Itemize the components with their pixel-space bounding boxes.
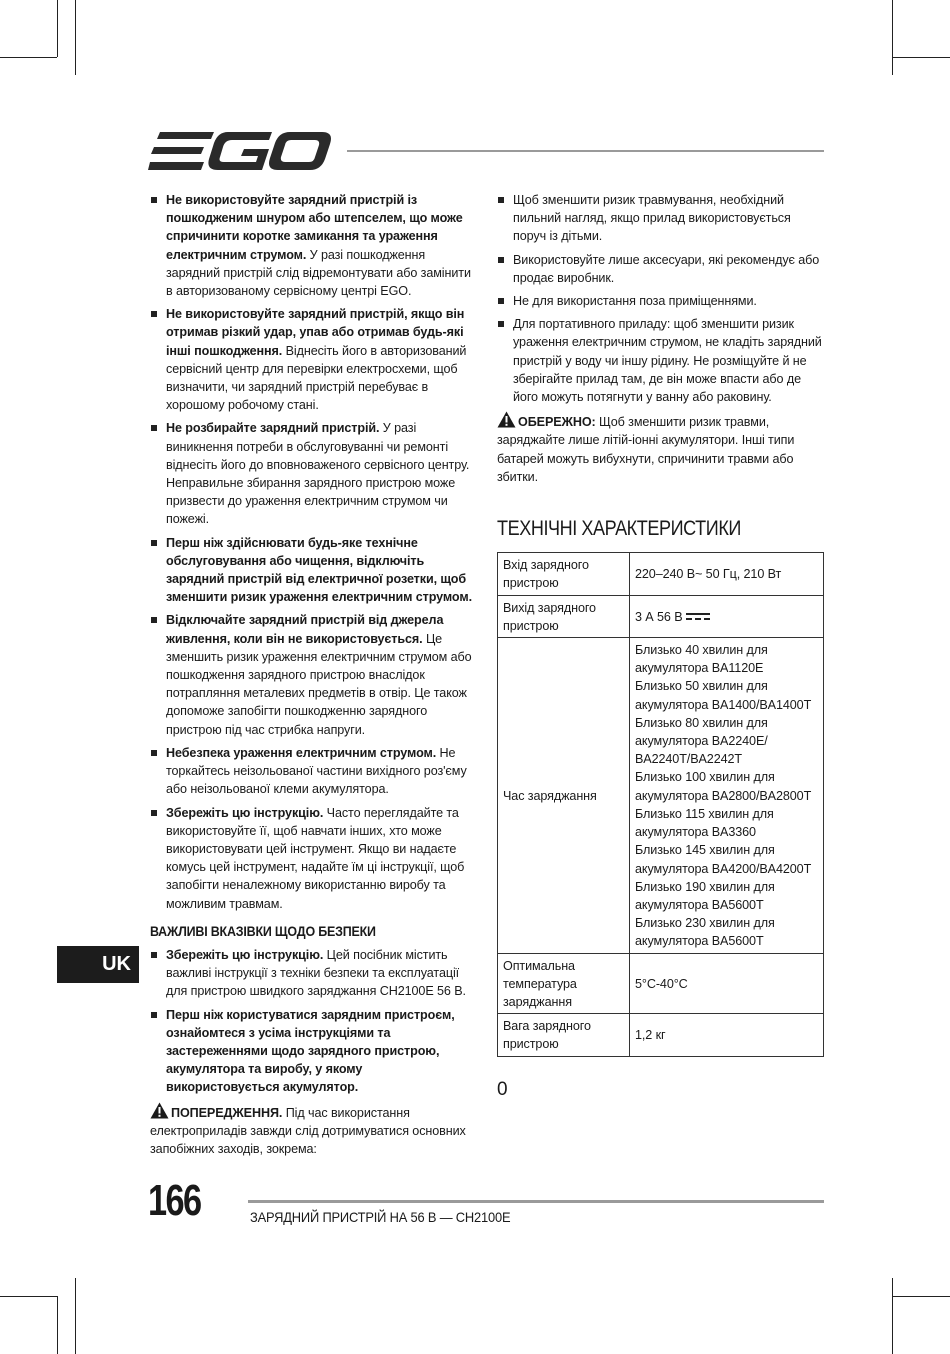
list-item: Не використовуйте зарядний пристрій, якщо він отримав різкий удар, упав або отримав будь-які інші пошкодження. Віднесіть його в авторизований сервісний центр для перевірки електросхеми, щоб визначити, чи зарядний пристрій перебуває в хорошому робочому стані. bbox=[150, 305, 476, 414]
caution-notice: ОБЕРЕЖНО: Щоб зменшити ризик травми, заряджайте лише літій-іонні акумулятори. Інші типи батарей можуть вибухнути, спричинити травми або збитки. bbox=[497, 411, 825, 486]
section-heading: ВАЖЛИВІ ВКАЗІВКИ ЩОДО БЕЗПЕКИ bbox=[150, 923, 376, 939]
left-column bbox=[150, 191, 476, 1158]
page-number: 166 bbox=[148, 1176, 201, 1225]
list-item: Перш ніж користуватися зарядним пристроєм, ознайомтеся з усіма інструкціями та застереженнями щодо зарядного пристрою, акумулятора та виробу, у якому використовується акумулятор. bbox=[150, 1006, 476, 1097]
table-row bbox=[498, 638, 824, 953]
spec-label: Час заряджання bbox=[498, 638, 630, 953]
header-rule bbox=[347, 150, 824, 152]
spec-label: Оптимальна температура заряджання bbox=[498, 953, 630, 1014]
language-tab: UK bbox=[57, 946, 139, 983]
ego-logo bbox=[148, 130, 332, 172]
footer-title: ЗАРЯДНИЙ ПРИСТРІЙ НА 56 В — CH2100E bbox=[250, 1209, 511, 1225]
warning-icon bbox=[497, 411, 516, 428]
spec-value: 5°C-40°C bbox=[630, 953, 824, 1014]
spec-value: 220–240 В~ 50 Гц, 210 Вт bbox=[630, 553, 824, 595]
spec-label: Вага зарядного пристрою bbox=[498, 1014, 630, 1056]
table-row bbox=[498, 553, 824, 595]
trailing-mark: 0 bbox=[497, 1078, 508, 1100]
table-row bbox=[498, 953, 824, 1014]
footer-rule bbox=[248, 1200, 824, 1203]
list-item: Перш ніж здійснювати будь-яке технічне обслуговування або чищення, відключіть зарядний пристрій від електричної розетки, щоб зменшити ризик ураження електричним струмом. bbox=[150, 534, 476, 607]
list-item: Не для використання поза приміщеннями. bbox=[497, 292, 825, 310]
list-item: Відключайте зарядний пристрій від джерела живлення, коли він не використовується. Це зменшить ризик ураження електричним струмом або пошкодження зарядного пристрою внаслідок потрапляння металевих предметів в отвір. Це також допоможе запобігти пошкодженню зарядного пристрою під час стрибка напруги. bbox=[150, 611, 476, 738]
tech-specs-title: ТЕХНІЧНІ ХАРАКТЕРИСТИКИ bbox=[497, 517, 741, 541]
warning-icon bbox=[150, 1102, 169, 1119]
list-item: Небезпека ураження електричним струмом. Не торкайтесь неізольованої частини вихідного роз'єму або неізольованої клеми акумулятора. bbox=[150, 744, 476, 799]
list-item: Збережіть цю інструкцію. Цей посібник містить важливі інструкції з техніки безпеки та експлуатації для пристрою швидкого заряджання CH2100E 56 В. bbox=[150, 946, 476, 1001]
charger-safety-list bbox=[150, 191, 476, 913]
important-safety-list bbox=[150, 946, 476, 1097]
spec-label: Вихід зарядного пристрою bbox=[498, 595, 630, 637]
spec-value: 1,2 кг bbox=[630, 1014, 824, 1056]
right-column bbox=[497, 191, 825, 1099]
specs-table bbox=[497, 552, 824, 1056]
list-item: Щоб зменшити ризик травмування, необхідний пильний нагляд, якщо прилад використовується поруч із дітьми. bbox=[497, 191, 825, 246]
list-item: Для портативного приладу: щоб зменшити ризик ураження електричним струмом, не кладіть зарядний пристрій у воду чи іншу рідину. Не розміщуйте й не зберігайте прилад там, де він може впасти або де його можуть потягнути у ванну або раковину. bbox=[497, 315, 825, 406]
list-item: Не використовуйте зарядний пристрій із пошкодженим шнуром або штепселем, що може спричинити коротке замикання та ураження електричним струмом. У разі пошкодження зарядний пристрій слід відремонтувати або замінити в авторизованому сервісному центрі EGO. bbox=[150, 191, 476, 300]
table-row bbox=[498, 595, 824, 637]
dc-current-icon bbox=[685, 612, 711, 622]
spec-label: Вхід зарядного пристрою bbox=[498, 553, 630, 595]
list-item: Збережіть цю інструкцію. Часто переглядайте та використовуйте її, щоб навчати інших, хто може використовувати цей інструмент. Якщо ви надаєте комусь цей інструмент, надайте їм ці інструкції, щоб запобігти неналежному використанню виробу та можливим травмам. bbox=[150, 804, 476, 913]
general-safety-list bbox=[497, 191, 825, 406]
spec-value: 3 А 56 В bbox=[630, 595, 824, 637]
spec-value: Близько 40 хвилин для акумулятора BA1120E Близько 50 хвилин для акумулятора BA1400/BA1400T Близько 80 хвилин для акумулятора BA2240E/ BA2240T/BA2242T Близько 100 хвилин для акумулятора BA2800/BA2800T Близько 115 хвилин для акумулятора BA3360 Близько 145 хвилин для акумулятора BA4200/BA4200T Близько 190 хвилин для акумулятора BA5600T Близько 230 хвилин для акумулятора BA5600T bbox=[630, 638, 824, 953]
table-row bbox=[498, 1014, 824, 1056]
list-item: Використовуйте лише аксесуари, які рекомендує або продає виробник. bbox=[497, 251, 825, 287]
warning-notice: ПОПЕРЕДЖЕННЯ. Під час використання електроприладів завжди слід дотримуватися основних запобіжних заходів, зокрема: bbox=[150, 1102, 476, 1159]
list-item: Не розбирайте зарядний пристрій. У разі виникнення потреби в обслуговуванні чи ремонті віднесіть його до вповноваженого сервісного центру. Неправильне збирання зарядного пристрою може призвести до ураження електричним струмом чи пожежі. bbox=[150, 419, 476, 528]
